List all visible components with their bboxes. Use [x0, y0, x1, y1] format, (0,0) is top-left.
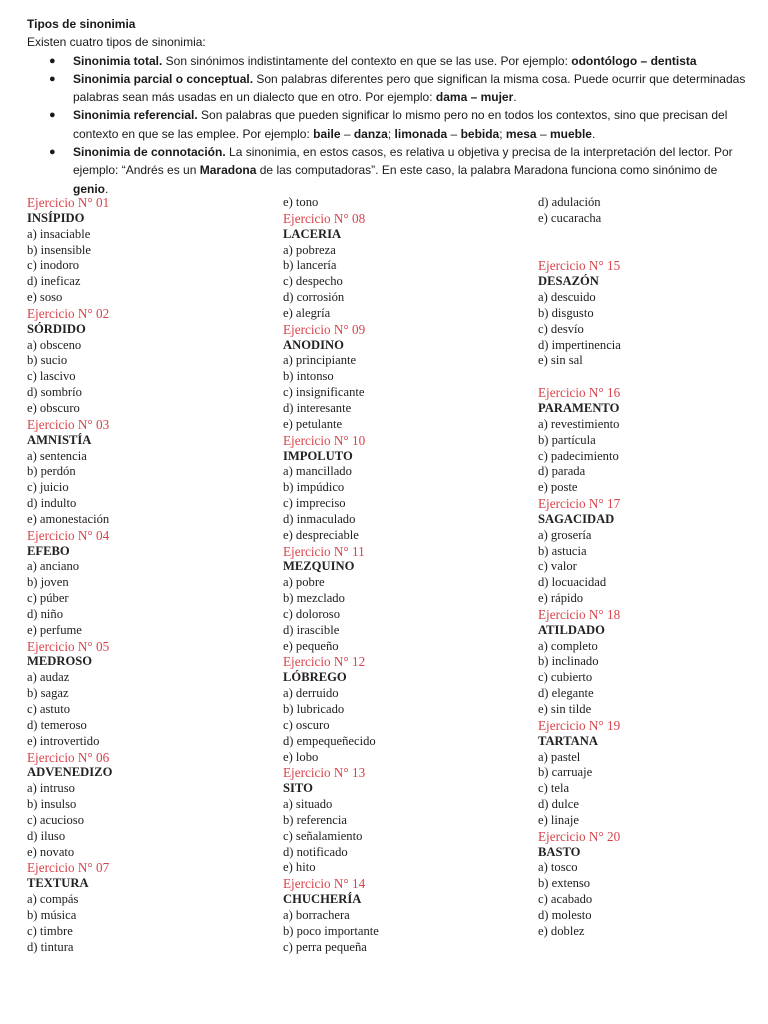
answer-option: d) interesante [283, 400, 352, 415]
exercise-heading: Ejercicio N° 02 [27, 305, 110, 321]
answer-option: c) cubierto [538, 670, 593, 685]
exercise-heading: Ejercicio N° 13 [283, 765, 366, 781]
answer-option: e) despreciable [283, 527, 359, 542]
target-word: ATILDADO [538, 622, 605, 637]
answer-option: e) sin sal [538, 353, 583, 368]
answer-option: e) petulante [283, 416, 343, 431]
answer-option: a) intruso [27, 781, 75, 796]
answer-option: b) partícula [538, 432, 596, 447]
example-segment: danza [353, 126, 388, 141]
answer-option: c) perra pequeña [283, 939, 367, 954]
answer-option: a) sentencia [27, 448, 87, 463]
example-segment: odontólogo – dentista [571, 53, 697, 68]
answer-option: d) corrosión [283, 290, 345, 305]
exercise-heading: Ejercicio N° 10 [283, 432, 366, 448]
target-word: ANODINO [283, 337, 344, 352]
exercise-heading: Ejercicio N° 12 [283, 654, 366, 670]
answer-option: b) disgusto [538, 305, 594, 320]
exercise-column-2 [283, 195, 379, 956]
target-word: MEDROSO [27, 654, 93, 669]
answer-option: b) poco importante [283, 923, 379, 938]
exercise-heading: Ejercicio N° 16 [538, 385, 621, 401]
synonymy-type-item [27, 70, 747, 107]
bullet-icon: ● [49, 146, 56, 159]
answer-option: d) adulación [538, 195, 601, 209]
exercise-heading: Ejercicio N° 05 [27, 638, 110, 654]
answer-option: a) completo [538, 638, 598, 653]
answer-option: e) soso [27, 290, 63, 305]
sentence-end: . [105, 181, 109, 196]
answer-option: a) borrachera [283, 907, 350, 922]
column-spacer [538, 227, 621, 243]
answer-option: c) acucioso [27, 812, 84, 827]
answer-option: c) impreciso [283, 496, 346, 511]
answer-option: b) mezclado [283, 591, 345, 606]
example-segment: dama – mujer [435, 90, 514, 105]
synonymy-type-description: Son sinónimos indistintamente del contexto en que se las use. Por ejemplo: [162, 53, 572, 68]
synonymy-type-description: La sinonimia, en estos casos, es relativa u objetiva y precisa de la interpretación del lector. Por ejemplo: “Andrés es un [73, 145, 733, 178]
answer-option: c) lascivo [27, 369, 76, 384]
answer-option: d) niño [27, 606, 64, 621]
answer-option: e) doblez [538, 923, 585, 938]
answer-option: c) tela [538, 781, 570, 796]
answer-option: d) indulto [27, 496, 77, 511]
synonymy-type-item [27, 143, 747, 198]
answer-option: a) pobreza [283, 242, 336, 257]
answer-option: c) desvío [538, 321, 584, 336]
example-segment: bebida [460, 126, 500, 141]
exercise-heading: Ejercicio N° 09 [283, 321, 366, 337]
answer-option: b) lubricado [283, 702, 345, 716]
target-word: ADVENEDIZO [27, 765, 113, 780]
answer-option: d) irascible [283, 622, 340, 637]
answer-option: d) empequeñecido [283, 733, 376, 748]
answer-option: a) mancillado [283, 464, 352, 479]
answer-option: d) tintura [27, 939, 74, 954]
answer-option: e) poste [538, 480, 578, 495]
answer-option: b) joven [27, 575, 69, 590]
answer-option: c) padecimiento [538, 448, 619, 463]
target-word: EFEBO [27, 543, 70, 558]
target-word: PARAMENTO [538, 400, 620, 415]
answer-option: b) carruaje [538, 765, 593, 780]
answer-option: c) doloroso [283, 606, 341, 621]
answer-option: a) tosco [538, 860, 578, 875]
answer-option: d) notificado [283, 844, 348, 859]
section-title: Tipos de sinonimia [27, 17, 136, 31]
answer-option: a) revestimiento [538, 416, 620, 431]
answer-option: b) extenso [538, 876, 591, 891]
answer-option: c) inodoro [27, 258, 80, 273]
exercise-column-3 [538, 195, 621, 940]
section-lead: Existen cuatro tipos de sinonimia: [27, 35, 206, 50]
answer-option: e) novato [27, 844, 75, 859]
synonymy-type-label: Sinonimia parcial o conceptual. [73, 71, 254, 86]
example-segment: ; [499, 126, 506, 141]
answer-option: c) juicio [27, 480, 69, 495]
example-segment: baile [313, 126, 341, 141]
target-word: MEZQUINO [283, 559, 355, 574]
target-word: INSÍPIDO [27, 210, 85, 225]
answer-option: c) valor [538, 559, 577, 574]
answer-option: b) astucia [538, 543, 587, 558]
answer-option: a) audaz [27, 670, 70, 685]
synonymy-type-description: Son palabras diferentes pero que significan la misma cosa. Puede ocurrir que determinadas palabras sean más usadas en un dialecto que en otro. Por ejemplo: [73, 71, 746, 105]
answer-option: e) linaje [538, 812, 579, 827]
target-word: SÓRDIDO [27, 321, 86, 336]
exercise-heading: Ejercicio N° 14 [283, 876, 366, 892]
synonymy-type-item [27, 52, 747, 70]
target-word: SAGACIDAD [538, 511, 615, 526]
exercise-heading: Ejercicio N° 19 [538, 717, 621, 733]
target-word: LACERIA [283, 226, 342, 241]
target-word: SITO [283, 781, 313, 796]
answer-option: a) derruido [283, 686, 339, 701]
answer-option: e) rápido [538, 591, 584, 606]
answer-option: a) principiante [283, 353, 357, 368]
answer-option: c) insignificante [283, 385, 365, 400]
answer-option: e) alegría [283, 305, 331, 320]
exercise-heading: Ejercicio N° 11 [283, 543, 365, 559]
answer-option: e) sin tilde [538, 702, 592, 716]
answer-option: c) timbre [27, 923, 73, 938]
exercise-heading: Ejercicio N° 01 [27, 195, 110, 210]
bullet-icon: ● [49, 109, 56, 122]
answer-option: b) insulso [27, 797, 77, 812]
answer-option: a) compás [27, 892, 79, 907]
answer-option: d) impertinencia [538, 337, 621, 352]
intro-section [27, 15, 747, 198]
answer-option: a) insaciable [27, 226, 91, 241]
target-word: TEXTURA [27, 876, 89, 891]
bullet-icon: ● [49, 54, 56, 67]
answer-option: d) dulce [538, 797, 579, 812]
exercise-heading: Ejercicio N° 03 [27, 416, 110, 432]
answer-option: e) cucaracha [538, 210, 602, 225]
answer-option: d) parada [538, 464, 586, 479]
answer-option: b) sucio [27, 353, 68, 368]
answer-option: a) grosería [538, 527, 592, 542]
example-segment: genio [73, 181, 105, 196]
synonymy-types-list [27, 52, 747, 198]
answer-option: e) tono [283, 195, 319, 209]
answer-option: e) hito [283, 860, 316, 875]
answer-option: c) despecho [283, 274, 343, 289]
answer-option: e) pequeño [283, 638, 339, 653]
synonymy-type-item [27, 106, 747, 143]
answer-option: b) música [27, 907, 77, 922]
target-word: TARTANA [538, 733, 598, 748]
answer-option: a) pastel [538, 749, 581, 764]
column-spacer [538, 369, 621, 385]
answer-option: b) intonso [283, 369, 334, 384]
answer-option: d) ineficaz [27, 274, 81, 289]
answer-option: a) anciano [27, 559, 80, 574]
column-spacer [538, 243, 621, 259]
target-word: DESAZÓN [538, 274, 599, 289]
exercise-heading: Ejercicio N° 07 [27, 860, 110, 876]
answer-option: a) situado [283, 797, 333, 812]
example-segment: – [447, 126, 461, 141]
answer-option: e) lobo [283, 749, 319, 764]
target-word: CHUCHERÍA [283, 892, 362, 907]
synonymy-type-description: Son palabras que pueden significar lo mismo pero no en todos los contextos, sino que precisan del contexto en que se las emplee. Por ejemplo: [73, 108, 728, 141]
exercise-heading: Ejercicio N° 04 [27, 527, 110, 543]
example-segment: mesa [505, 126, 537, 141]
answer-option: a) descuido [538, 290, 596, 305]
sentence-end: . [513, 90, 517, 105]
answer-option: d) iluso [27, 828, 66, 843]
answer-option: b) referencia [283, 812, 347, 827]
exercise-heading: Ejercicio N° 08 [283, 210, 366, 226]
answer-option: c) púber [27, 591, 69, 606]
target-word: BASTO [538, 844, 581, 859]
example-segment: mueble [549, 126, 592, 141]
target-word: IMPOLUTO [283, 448, 353, 463]
answer-option: b) insensible [27, 242, 92, 257]
synonymy-type-label: Sinonimia total. [73, 53, 163, 68]
exercise-heading: Ejercicio N° 17 [538, 496, 621, 512]
example-segment: – [340, 126, 354, 141]
bullet-icon: ● [49, 72, 56, 85]
synonymy-type-label: Sinonimia referencial. [73, 108, 198, 123]
answer-option: c) acabado [538, 892, 593, 907]
example-segment: de las computadoras”. En este caso, la palabra Maradona funciona como sinónimo de [256, 163, 718, 178]
example-segment: Maradona [199, 163, 257, 178]
answer-option: c) astuto [27, 702, 71, 716]
answer-option: d) elegante [538, 686, 594, 701]
answer-option: a) obsceno [27, 337, 82, 352]
exercise-column-1 [27, 195, 112, 956]
example-segment: – [536, 126, 550, 141]
answer-option: b) sagaz [27, 686, 69, 701]
answer-option: d) temeroso [27, 717, 87, 732]
synonymy-type-label: Sinonimia de connotación. [73, 145, 226, 160]
exercise-heading: Ejercicio N° 20 [538, 828, 621, 844]
sentence-end: . [591, 126, 596, 141]
answer-option: b) lancería [283, 258, 337, 273]
target-word: LÓBREGO [283, 670, 347, 685]
answer-option: b) impúdico [283, 480, 345, 495]
answer-option: a) pobre [283, 575, 325, 590]
answer-option: d) molesto [538, 907, 592, 922]
example-segment: ; [387, 126, 395, 141]
answer-option: b) inclinado [538, 654, 599, 669]
answer-option: d) locuacidad [538, 575, 607, 590]
answer-option: e) obscuro [27, 400, 80, 415]
example-segment: limonada [394, 126, 448, 141]
exercise-heading: Ejercicio N° 06 [27, 749, 110, 765]
target-word: AMNISTÍA [27, 432, 92, 447]
answer-option: e) perfume [27, 622, 82, 637]
answer-option: e) amonestación [27, 511, 110, 526]
answer-option: d) sombrío [27, 385, 82, 400]
exercise-heading: Ejercicio N° 18 [538, 606, 621, 622]
answer-option: c) señalamiento [283, 828, 363, 843]
answer-option: e) introvertido [27, 733, 100, 748]
answer-option: d) inmaculado [283, 511, 356, 526]
answer-option: b) perdón [27, 464, 76, 479]
answer-option: c) oscuro [283, 717, 330, 732]
exercise-heading: Ejercicio N° 15 [538, 258, 621, 274]
